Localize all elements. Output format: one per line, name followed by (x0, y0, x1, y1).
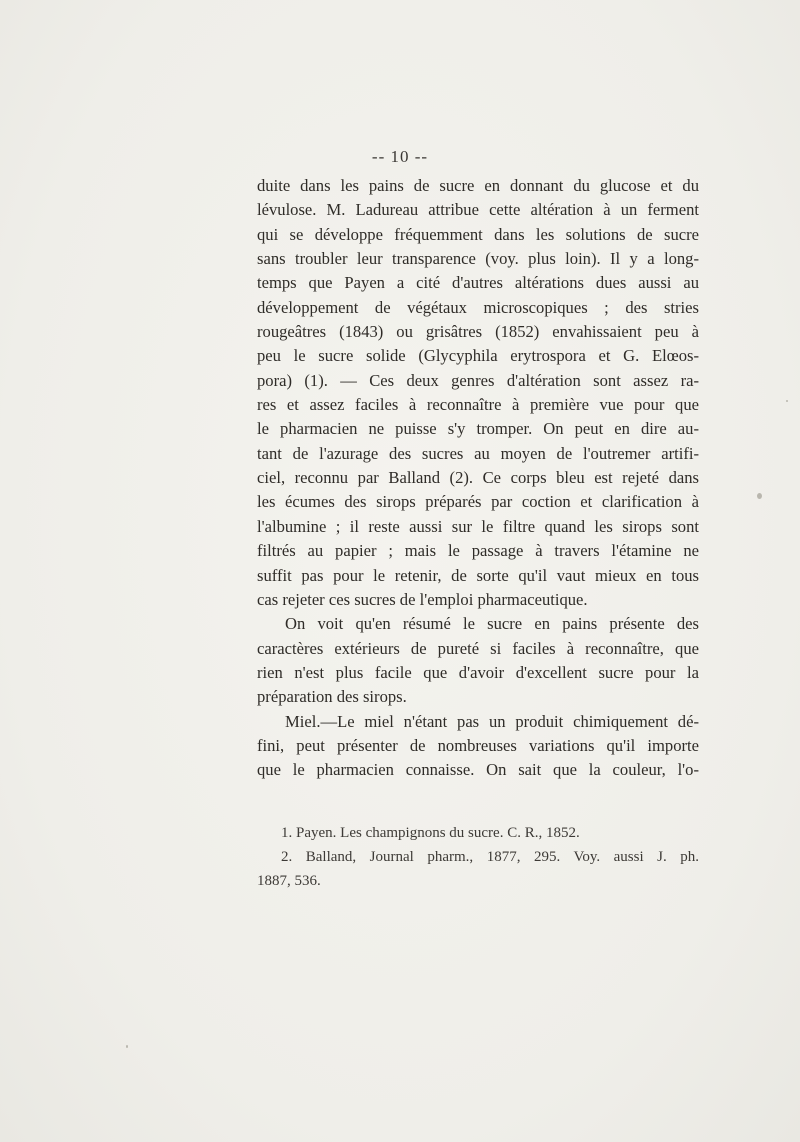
footnotes (257, 821, 699, 893)
footnote-2: 2. Balland, Journal pharm., 1877, 295. Voy. aussi J. ph. (281, 849, 699, 865)
footnote-2-continued: 1887, 536. (257, 873, 321, 889)
body-text (257, 174, 699, 783)
text-line: filtrés au papier ; mais le passage à travers l'étamine ne (257, 541, 699, 561)
footnote-1: 1. Payen. Les champignons du sucre. C. R., 1852. (281, 825, 580, 841)
text-line: On voit qu'en résumé le sucre en pains présente des (285, 614, 699, 634)
text-line: ciel, reconnu par Balland (2). Ce corps bleu est rejeté dans (257, 468, 699, 488)
text-line: lévulose. M. Ladureau attribue cette altération à un ferment (257, 200, 699, 220)
text-line: duite dans les pains de sucre en donnant du glucose et du (257, 176, 699, 195)
text-line: développement de végétaux microscopiques ; des stries (257, 297, 699, 317)
text-line: que le pharmacien connaisse. On sait que la couleur, l'o- (257, 760, 699, 780)
text-line: rougeâtres (1843) ou grisâtres (1852) envahissaient peu à (257, 322, 699, 342)
paper-speck (126, 1045, 128, 1048)
text-line: caractères extérieurs de pureté si faciles à reconnaître, que (257, 638, 699, 658)
text-line: res et assez faciles à reconnaître à première vue pour que (257, 395, 699, 415)
text-line: peu le sucre solide (Glycyphila erytrospora et G. Elœos- (257, 346, 699, 366)
page-number: -- 10 -- (371, 147, 429, 166)
text-line: les écumes des sirops préparés par coction et clarification à (257, 492, 699, 512)
text-line: le pharmacien ne puisse s'y tromper. On peut en dire au- (257, 419, 699, 439)
text-line: suffit pas pour le retenir, de sorte qu'il vaut mieux en tous (257, 565, 699, 585)
text-line: Miel.—Le miel n'étant pas un produit chimiquement dé- (285, 711, 699, 731)
text-line: préparation des sirops. (257, 687, 407, 707)
text-line: qui se développe fréquemment dans les solutions de sucre (257, 224, 699, 244)
text-line: rien n'est plus facile que d'avoir d'excellent sucre pour la (257, 662, 699, 682)
text-line: tant de l'azurage des sucres au moyen de l'outremer artifi- (257, 443, 699, 463)
text-line: l'albumine ; il reste aussi sur le filtre quand les sirops sont (257, 516, 699, 536)
text-line: temps que Payen a cité d'autres altérations dues aussi au (257, 273, 699, 293)
paper-speck (786, 400, 788, 402)
text-line: pora) (1). — Ces deux genres d'altération sont assez ra- (257, 370, 699, 390)
text-line: fini, peut présenter de nombreuses variations qu'il importe (257, 735, 699, 755)
text-line: cas rejeter ces sucres de l'emploi pharmaceutique. (257, 589, 588, 609)
text-line: sans troubler leur transparence (voy. plus loin). Il y a long- (257, 249, 699, 269)
paper-speck (757, 493, 762, 499)
